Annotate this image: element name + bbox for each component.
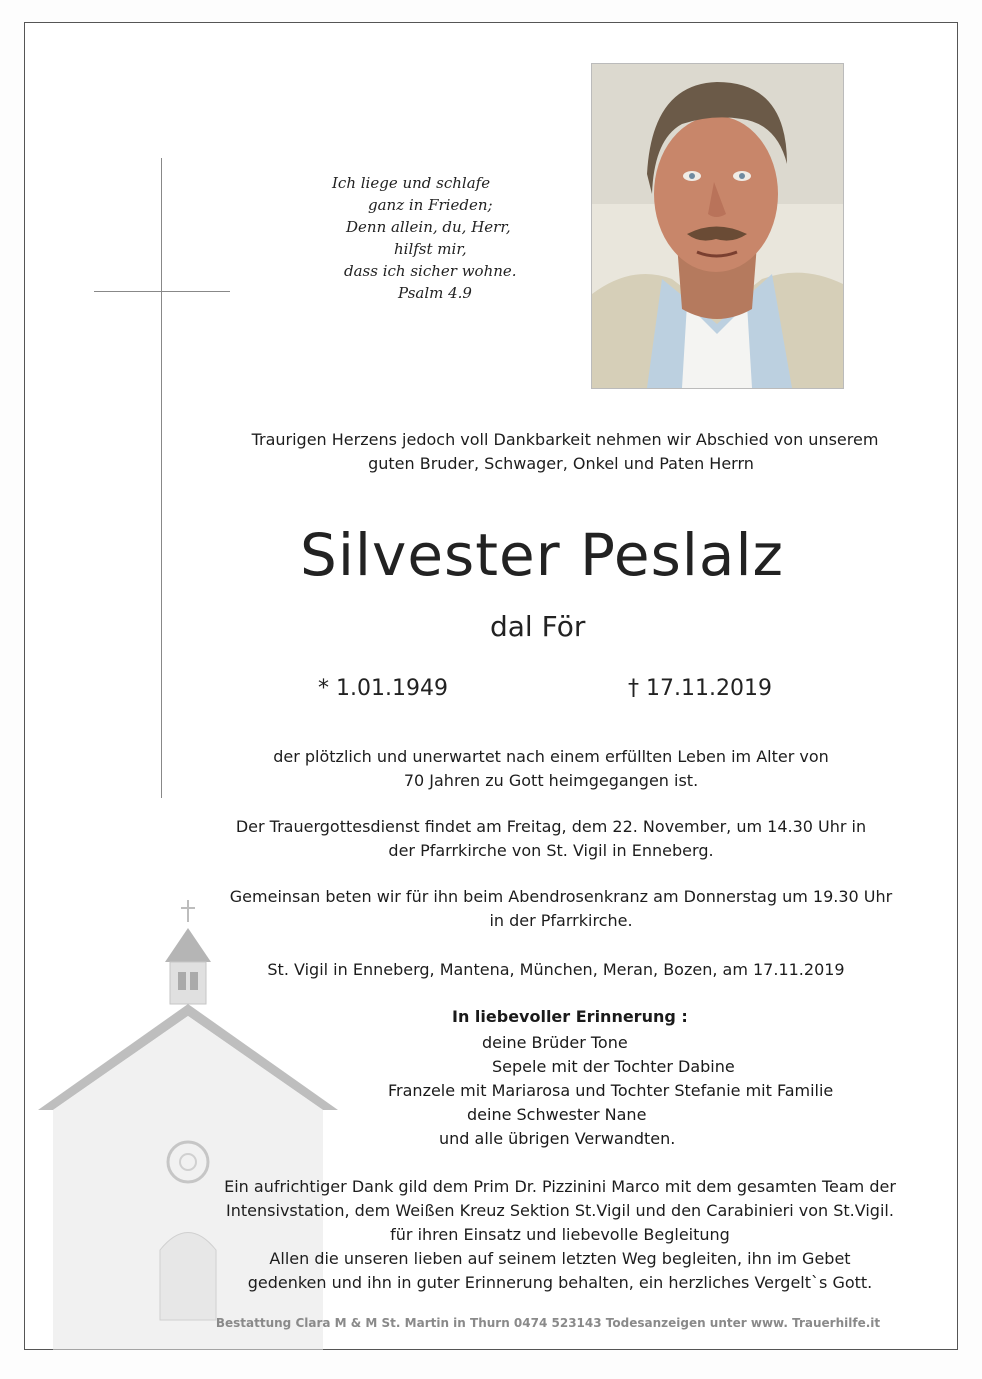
intro-line: guten Bruder, Schwager, Onkel und Paten Herrn — [368, 454, 754, 473]
intro-text — [0, 428, 982, 476]
cross-vertical — [161, 158, 162, 798]
memory-heading: In liebevoller Erinnerung : — [452, 1007, 688, 1026]
memory-line: Sepele mit der Tochter Dabine — [492, 1057, 735, 1076]
paragraph-line: der plötzlich und unerwartet nach einem erfüllten Leben im Alter von — [273, 747, 829, 766]
verse-line: ganz in Frieden; — [368, 196, 493, 214]
paragraph-line: 70 Jahren zu Gott heimgegangen ist. — [403, 771, 699, 790]
cross-horizontal — [94, 291, 230, 292]
paragraph-line: Der Trauergottesdienst findet am Freitag, dem 22. November, um 14.30 Uhr in — [235, 817, 867, 836]
thanks-line: gedenken und ihn in guter Erinnerung behalten, ein herzliches Vergelt`s Gott. — [247, 1273, 873, 1292]
verse-line: Ich liege und schlafe — [332, 174, 491, 192]
portrait-photo — [591, 63, 844, 389]
paragraph-line: der Pfarrkirche von St. Vigil in Enneberg. — [388, 841, 714, 860]
memory-line: Franzele mit Mariarosa und Tochter Stefanie mit Familie — [388, 1081, 834, 1100]
verse-line: dass ich sicher wohne. — [344, 262, 517, 280]
thanks-line: Ein aufrichtiger Dank gild dem Prim Dr. Pizzinini Marco mit dem gesamten Team der — [224, 1177, 896, 1196]
thanks-line: Allen die unseren lieben auf seinem letzten Weg begleiten, ihn im Gebet — [269, 1249, 851, 1268]
verse-line: Denn allein, du, Herr, — [346, 218, 511, 236]
age-paragraph — [0, 745, 982, 793]
portrait-image — [592, 64, 843, 388]
thanks-paragraph — [0, 1175, 982, 1295]
thanks-line: für ihren Einsatz und liebevolle Begleitung — [390, 1225, 730, 1244]
paragraph-line: St. Vigil in Enneberg, Mantena, München, Meran, Bozen, am 17.11.2019 — [267, 960, 845, 979]
paragraph-line: Gemeinsan beten wir für ihn beim Abendrosenkranz am Donnerstag um 19.30 Uhr — [229, 887, 893, 906]
paragraph-line: in der Pfarrkirche. — [489, 911, 633, 930]
deceased-name: Silvester Peslalz — [300, 521, 785, 589]
verse-line: hilfst mir, — [394, 240, 467, 258]
birth-date: * 1.01.1949 — [318, 676, 448, 701]
verse-citation: Psalm 4.9 — [398, 284, 472, 302]
memory-line: deine Brüder Tone — [482, 1033, 628, 1052]
service-paragraph — [0, 815, 982, 863]
memory-line: deine Schwester Nane — [467, 1105, 647, 1124]
deceased-nickname: dal För — [490, 610, 586, 643]
funeral-home-footer: Bestattung Clara M & M St. Martin in Thurn 0474 523143 Todesanzeigen unter www. Trauerhilfe.it — [215, 1316, 881, 1330]
intro-line: Traurigen Herzens jedoch voll Dankbarkeit nehmen wir Abschied von unserem — [251, 430, 879, 449]
psalm-verse — [290, 172, 550, 304]
death-date: † 17.11.2019 — [628, 676, 772, 701]
memory-line: und alle übrigen Verwandten. — [439, 1129, 676, 1148]
thanks-line: Intensivstation, dem Weißen Kreuz Sektion St.Vigil und den Carabinieri von St.Vigil. — [226, 1201, 894, 1220]
